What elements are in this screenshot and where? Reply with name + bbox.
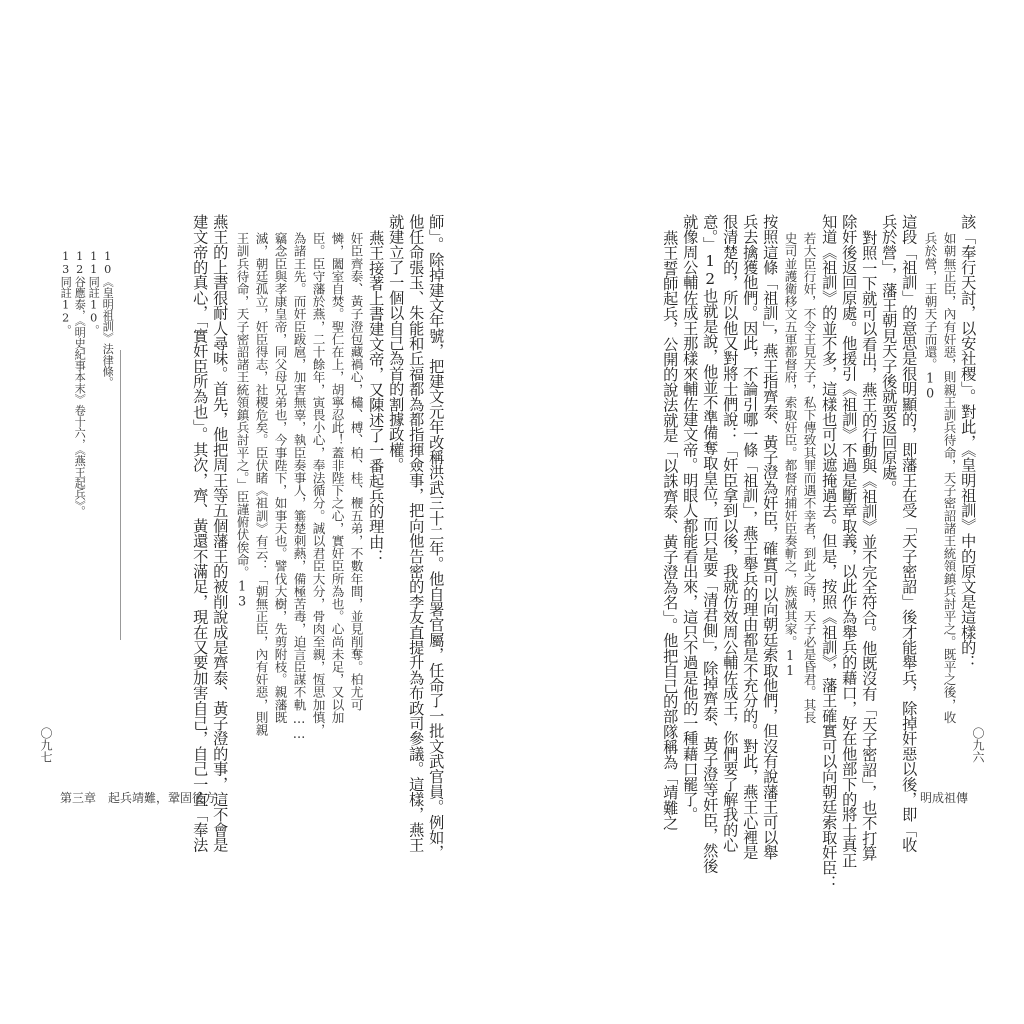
text-column: 這段「祖訓」的意思是很明顯的，即藩王在受「天子密詔」後才能舉兵，除掉奸惡以後，即「收: [900, 214, 919, 853]
footnote: 10《皇明祖訓》法律條。: [101, 250, 115, 388]
text-column: 師」。除掉建文年號，把建文元年改稱洪武三十二年。他自署官屬，任命了一批文武官員。例如，: [427, 214, 446, 860]
quote-column: 兵於營，王朝天子而還。10: [922, 232, 938, 401]
quote-column: 王訓兵待命，天子密詔諸王統領鎮兵討平之。」臣謹俯伏俟命。13: [234, 232, 250, 609]
footnote-divider: [120, 350, 121, 640]
text-column: 就像周公輔佐成王那樣來輔佐建文帝。明眼人都能看出來，這只不過是他的一種藉口罷了。: [681, 214, 700, 822]
right-page: [512, 0, 1024, 1024]
text-column: 兵去擒獲他們。因此，不論引哪一條「祖訓」，燕王舉兵的理由都是不充分的。對此，燕王心裡是: [741, 214, 760, 860]
text-column: 燕王誓師起兵，公開的說法就是「以誅齊泰、黃子澄為名」。他把自己的部隊稱為「靖難之: [661, 230, 680, 831]
text-column: 就建立了一個以自己為首的割據政權。: [387, 214, 406, 473]
page-number: 〇九六: [971, 727, 985, 763]
text-column: 建文帝的真心，「實奸臣所為也」。其次，齊、黃還不滿足，現在又要加害自己，自己一直「奉法: [191, 214, 210, 853]
running-title: 明成祖傳: [920, 791, 969, 805]
text-column: 知道《祖訓》的並不多，這樣也可以遮掩過去。但是，按照《祖訓》，藩王確實可以向朝廷索取奸臣：: [820, 214, 839, 891]
quote-column: 若大臣行奸，不令王見天子，私下傳致其罪而遇不幸者，到此之時，天子必是昏君。其長: [801, 232, 817, 724]
text-column: 燕王接著上書建文帝，又陳述了一番起兵的理由：: [367, 230, 386, 565]
text-column: 兵於營」，藩王朝見天子後就要返回原處。: [880, 214, 899, 496]
quote-column: 如朝無正臣，內有奸惡，則親王訓兵待命，天子密詔諸王統領鎮兵討平之。既平之後，收: [941, 232, 957, 724]
footnote: 11同註10。: [87, 250, 101, 336]
text-column: 燕王的上書很耐人尋味。首先，他把周王等五個藩王的被削說成是齊泰、黃子澄的事，這不會是: [211, 214, 230, 853]
footnote: 13同註12。: [59, 250, 73, 336]
quote-column: 奸臣齊泰、黃子澄包藏禍心，橚、榑、柏、桂、楩五弟，不數年間，並見削奪。柏尤可: [348, 232, 364, 711]
quote-column: 為諸王先。而奸臣跋扈，加害無辜，執臣奏事人，箠楚刺爇，備極苦毒，迫言臣謀不軌……: [291, 232, 307, 741]
quote-column: 滅，朝廷孤立，奸臣得志，社稷危矣。臣伏睹《祖訓》有云：「朝無正臣，內有奸惡，則親: [253, 232, 269, 736]
text-column: 除奸後返回原處。他援引《祖訓》不過是斷章取義，以此作為舉兵的藉口，好在他部下的將士真正: [840, 214, 859, 868]
text-column: 他任命張玉、朱能和丘福都為都指揮僉事，把向他告密的李友直提升為布政司參議。這樣，燕王: [407, 214, 426, 853]
quote-column: 臣。臣守藩於燕，二十餘年，寅畏小心，奉法循分。誠以君臣大分，骨肉至親，恆思加慎，: [310, 232, 326, 736]
page-number: 〇九七: [39, 727, 53, 763]
quote-column: 史司並護衛移文五軍都督府，索取奸臣。都督府捕奸臣奏斬之，族滅其家。11: [782, 232, 798, 678]
text-column: 該「奉行天討，以安社稷」。對此，《皇明祖訓》中的原文是這樣的：: [959, 214, 978, 670]
text-column: 按照這條「祖訓」，燕王指齊泰、黃子澄為奸臣，確實可以向朝廷索取他們，但沒有說藩王可以舉: [761, 214, 780, 860]
text-column: 對照一下就可以看出，燕王的行動與《祖訓》並不完全符合。他既沒有「天子密詔」，也不打算: [860, 230, 879, 861]
quote-column: 憐，闔室自焚。聖仁在上，胡寧忍此！蓋非陛下之心，實奸臣所為也。心尚未足，又以加: [329, 232, 345, 724]
text-column: 很清楚的，所以他又對將士們說：「奸臣拿到以後，我就仿效周公輔佐成王，你們要了解我的心: [721, 214, 740, 853]
quote-column: 竊念臣與孝康皇帝，同父母兄弟也，今事陛下，如事天也。譬伐大樹，先剪附枝。親藩既: [272, 232, 288, 724]
running-title: 第三章 起兵靖難，鞏固後方: [60, 791, 217, 805]
footnote: 12谷應泰，《明史紀事本末》卷十六，《燕王起兵》。: [73, 250, 87, 517]
text-column: 意。」12也就是說，他並不準備奪取皇位，而只是要「清君側」，除掉齊泰、黃子澄等奸臣，然後: [701, 214, 720, 874]
